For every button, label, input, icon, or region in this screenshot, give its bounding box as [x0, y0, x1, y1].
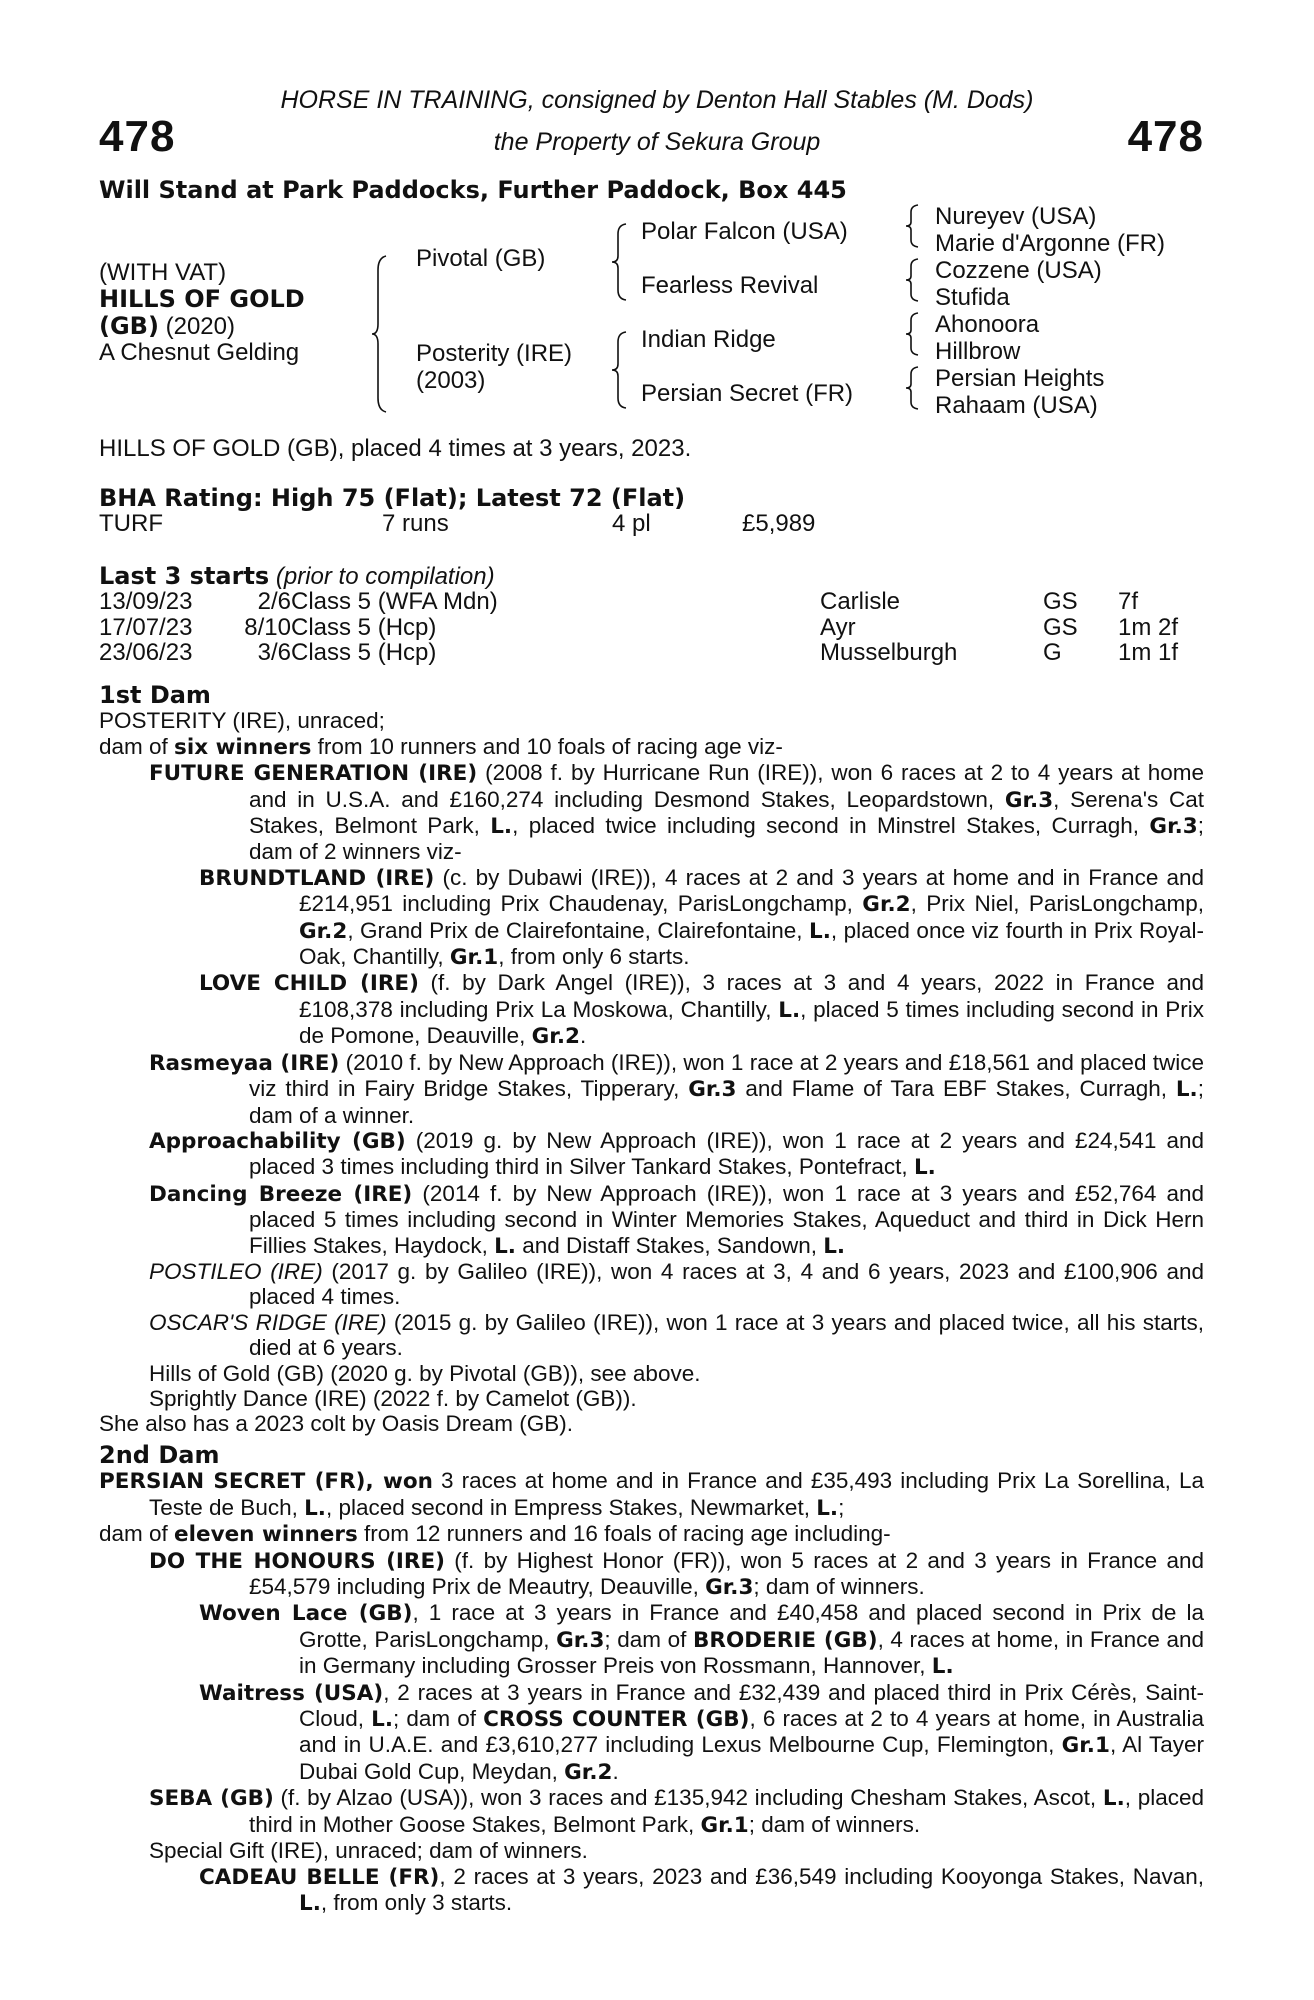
pedigree-bracket-dam: [612, 330, 632, 410]
pedigree-g1: Nureyev (USA): [935, 203, 1097, 230]
pedigree-sire-dam: Fearless Revival: [641, 272, 819, 299]
start-going: GS: [1043, 588, 1078, 615]
start-date: 23/06/23: [99, 639, 193, 666]
horse-year: (2020): [165, 313, 235, 340]
first-dam-title: 1st Dam: [99, 681, 211, 709]
pedigree-bracket-sire: [612, 222, 632, 302]
first-dam-section: [99, 683, 1204, 1437]
pedigree-g2: Marie d'Argonne (FR): [935, 230, 1165, 257]
horse-country: (GB): [99, 312, 159, 340]
pedigree-g7: Persian Heights: [935, 365, 1105, 392]
produce-woven-lace: Woven Lace (GB), 1 race at 3 years in France and £40,458 and placed second in Prix de la Grotte, ParisLongchamp, Gr.3; dam of BRODERIE (GB), 4 races at home, in France and in Germany including Grosser Preis von Rossmann, Hannover, L.: [199, 1600, 1204, 1680]
start-dist: 7f: [1118, 588, 1139, 615]
second-dam-section: [99, 1443, 1204, 1916]
pedigree-bracket-g2: [905, 258, 921, 302]
pedigree-dam-year: (2003): [416, 367, 486, 394]
bha-rating: BHA Rating: High 75 (Flat); Latest 72 (Flat): [99, 484, 686, 512]
start-course: Carlisle: [820, 588, 901, 615]
produce-love-child: LOVE CHILD (IRE) (f. by Dark Angel (IRE)), 3 races at 3 and 4 years, 2022 in France and £108,378 including Prix La Moskowa, Chantilly, L., placed 5 times including second in Prix de Pomone, Deauville, Gr.2.: [199, 970, 1205, 1050]
pedigree-g3: Cozzene (USA): [935, 257, 1102, 284]
pedigree-dam-dam: Persian Secret (FR): [641, 380, 854, 407]
pedigree-sire: Pivotal (GB): [416, 245, 546, 272]
pedigree-g5: Ahonoora: [935, 311, 1040, 338]
horse-name: HILLS OF GOLD: [99, 285, 305, 313]
start-pos: 8/10: [244, 613, 291, 641]
pedigree-g8: Rahaam (USA): [935, 392, 1098, 419]
pedigree-bracket-main: [372, 254, 392, 414]
pedigree-dam: Posterity (IRE): [416, 340, 573, 367]
lot-number-right: 478: [1127, 112, 1204, 161]
start-dist: 1m 2f: [1118, 613, 1179, 641]
pedigree-sire-sire: Polar Falcon (USA): [641, 218, 848, 245]
produce-do-the-honours: DO THE HONOURS (IRE) (f. by Highest Honor (FR)), won 5 races at 2 and 3 years in France and £54,579 including Prix de Meautry, Deauville, Gr.3; dam of winners.: [149, 1547, 1205, 1601]
produce-brundtland: BRUNDTLAND (IRE) (c. by Dubawi (IRE)), 4 races at 2 and 3 years at home and in France and £214,951 including Prix Chaudenay, ParisLongchamp, Gr.2, Prix Niel, ParisLongchamp, Gr.2, Grand Prix de Clairefontaine, Clairefontaine, L., placed once viz fourth in Prix Royal-Oak, Chantilly, Gr.1, from only 6 starts.: [199, 864, 1204, 971]
start-race: Class 5 (Hcp): [291, 639, 437, 666]
produce-oscars-ridge: OSCAR'S RIDGE (IRE) (2015 g. by Galileo (IRE)), won 1 race at 3 years and placed twice, all his starts, died at 6 years.: [149, 1309, 1204, 1361]
produce-future-generation: FUTURE GENERATION (IRE) (2008 f. by Hurricane Run (IRE)), won 6 races at 2 to 4 years at home and in U.S.A. and £160,274 including Desmond Stakes, Leopardstown, Gr.3, Serena's Cat Stakes, Belmont Park, L., placed twice including second in Minstrel Stakes, Curragh, Gr.3; dam of 2 winners viz-: [149, 760, 1204, 865]
second-dam-record: PERSIAN SECRET (FR), won 3 races at home and in France and £35,493 including Prix La Sorellina, La Teste de Buch, L., placed second in Empress Stakes, Newmarket, L.;: [99, 1468, 1204, 1521]
pedigree-bracket-g1: [905, 204, 921, 248]
start-date: 13/09/23: [99, 588, 193, 615]
race-summary: HILLS OF GOLD (GB), placed 4 times at 3 years, 2023.: [99, 435, 692, 462]
produce-seba: SEBA (GB) (f. by Alzao (USA)), won 3 races and £135,942 including Chesham Stakes, Ascot, L., placed third in Mother Goose Stakes, Belmont Park, Gr.1; dam of winners.: [149, 1785, 1204, 1838]
second-dam-produce: dam of eleven winners from 12 runners and 16 foals of racing age including-: [99, 1521, 891, 1548]
produce-cadeau-belle: CADEAU BELLE (FR), 2 races at 3 years, 2023 and £36,549 including Kooyonga Stakes, Navan, L., from only 3 starts.: [199, 1863, 1204, 1916]
last-starts-note: (prior to compilation): [275, 563, 495, 590]
last-starts-heading: [99, 563, 495, 590]
vat-label: (WITH VAT): [99, 259, 227, 286]
produce-rasmeyaa: Rasmeyaa (IRE) (2010 f. by New Approach (IRE)), won 1 race at 2 years and £18,561 and placed twice viz third in Fairy Bridge Stakes, Tipperary, Gr.3 and Flame of Tara EBF Stakes, Curragh, L.; dam of a winner.: [149, 1049, 1204, 1128]
rating-placed: 4 pl: [612, 510, 651, 537]
start-dist: 1m 1f: [1118, 639, 1179, 666]
produce-postileo: POSTILEO (IRE) (2017 g. by Galileo (IRE)), won 4 races at 3, 4 and 6 years, 2023 and £100,906 and placed 4 times.: [149, 1258, 1204, 1310]
rating-surface: TURF: [99, 510, 163, 537]
produce-hills-of-gold: Hills of Gold (GB) (2020 g. by Pivotal (GB)), see above.: [149, 1360, 701, 1386]
stand-location: Will Stand at Park Paddocks, Further Paddock, Box 445: [99, 176, 847, 204]
start-race: Class 5 (Hcp): [291, 613, 437, 641]
start-going: G: [1043, 639, 1062, 666]
start-date: 17/07/23: [99, 613, 193, 641]
horse-country-year: [99, 313, 235, 340]
start-pos: 2/6: [257, 588, 291, 615]
first-dam-intro: POSTERITY (IRE), unraced;: [99, 708, 385, 734]
produce-approachability: Approachability (GB) (2019 g. by New Approach (IRE)), won 1 race at 2 years and £24,541 and placed 3 times including third in Silver Tankard Stakes, Pontefract, L.: [149, 1127, 1204, 1181]
produce-dancing-breeze: Dancing Breeze (IRE) (2014 f. by New Approach (IRE)), won 1 race at 3 years and £52,764 and placed 5 times including second in Winter Memories Stakes, Aqueduct and third in Dick Hern Fillies Stakes, Haydock, L. and Distaff Stakes, Sandown, L.: [149, 1180, 1204, 1259]
pedigree-bracket-g3: [905, 312, 921, 356]
pedigree-dam-sire: Indian Ridge: [641, 326, 776, 353]
rating-earnings: £5,989: [742, 510, 816, 537]
start-course: Ayr: [820, 613, 856, 641]
rating-runs: 7 runs: [382, 510, 449, 537]
produce-special-gift: Special Gift (IRE), unraced; dam of winners.: [149, 1838, 588, 1864]
produce-sprightly-dance: Sprightly Dance (IRE) (2022 f. by Camelot (GB)).: [149, 1385, 637, 1411]
consignor-line: HORSE IN TRAINING, consigned by Denton Hall Stables (M. Dods): [280, 86, 1034, 114]
first-dam-also: She also has a 2023 colt by Oasis Dream (GB).: [99, 1411, 573, 1437]
start-course: Musselburgh: [820, 639, 958, 666]
start-pos: 3/6: [257, 639, 291, 666]
pedigree-g4: Stufida: [935, 284, 1010, 311]
pedigree-bracket-g4: [905, 366, 921, 410]
lot-number-left: 478: [99, 112, 176, 161]
produce-waitress: Waitress (USA), 2 races at 3 years in France and £32,439 and placed third in Prix Cérès, Saint-Cloud, L.; dam of CROSS COUNTER (GB), 6 races at 2 to 4 years at home, in Australia and in U.A.E. and £3,610,277 including Lexus Melbourne Cup, Flemington, Gr.1, Al Tayer Dubai Gold Cup, Meydan, Gr.2.: [199, 1679, 1205, 1785]
horse-description: A Chesnut Gelding: [99, 339, 300, 366]
start-race: Class 5 (WFA Mdn): [291, 588, 498, 615]
property-line: the Property of Sekura Group: [493, 128, 821, 156]
second-dam-title: 2nd Dam: [99, 1441, 220, 1469]
start-going: GS: [1043, 613, 1078, 641]
last-starts-title: Last 3 starts: [99, 562, 270, 590]
first-dam-produce: dam of six winners from 10 runners and 10 foals of racing age viz-: [99, 733, 783, 760]
pedigree-g6: Hillbrow: [935, 338, 1021, 365]
